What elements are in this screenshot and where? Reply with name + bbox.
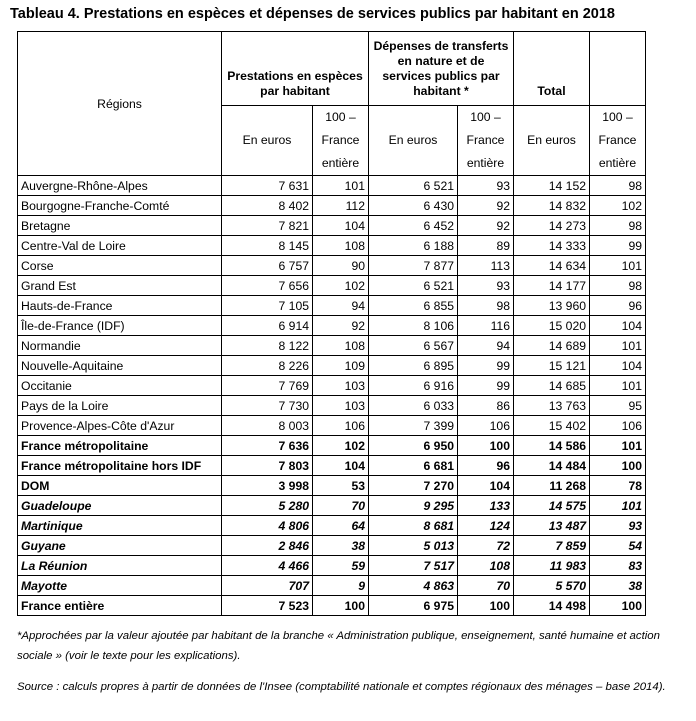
- cash-euros-cell: 7 656: [222, 276, 313, 296]
- total-index-cell: 98: [590, 216, 646, 236]
- header-euros: En euros: [222, 106, 313, 176]
- header-total: Total: [514, 32, 590, 106]
- data-table: [17, 31, 646, 616]
- region-cell: Occitanie: [18, 376, 222, 396]
- cash-index-cell: 70: [313, 496, 369, 516]
- cash-euros-cell: 7 821: [222, 216, 313, 236]
- services-euros-cell: 6 567: [369, 336, 458, 356]
- total-index-cell: 101: [590, 496, 646, 516]
- services-euros-cell: 7 877: [369, 256, 458, 276]
- table-row: [18, 336, 646, 356]
- total-euros-cell: 7 859: [514, 536, 590, 556]
- region-cell: Centre-Val de Loire: [18, 236, 222, 256]
- services-index-cell: 93: [458, 276, 514, 296]
- table-row: [18, 276, 646, 296]
- cash-euros-cell: 7 636: [222, 436, 313, 456]
- header-index: 100 – France entière: [458, 106, 514, 176]
- cash-euros-cell: 6 757: [222, 256, 313, 276]
- total-euros-cell: 11 983: [514, 556, 590, 576]
- region-cell: Nouvelle-Aquitaine: [18, 356, 222, 376]
- table-row: [18, 396, 646, 416]
- table-row: [18, 456, 646, 476]
- header-euros: En euros: [369, 106, 458, 176]
- total-euros-cell: 11 268: [514, 476, 590, 496]
- services-euros-cell: 9 295: [369, 496, 458, 516]
- services-index-cell: 124: [458, 516, 514, 536]
- cash-euros-cell: 7 523: [222, 596, 313, 616]
- total-euros-cell: 15 121: [514, 356, 590, 376]
- services-index-cell: 86: [458, 396, 514, 416]
- cash-index-cell: 104: [313, 456, 369, 476]
- total-index-cell: 100: [590, 596, 646, 616]
- cash-index-cell: 101: [313, 176, 369, 196]
- services-euros-cell: 6 188: [369, 236, 458, 256]
- total-euros-cell: 14 152: [514, 176, 590, 196]
- table-row: [18, 256, 646, 276]
- services-euros-cell: 6 975: [369, 596, 458, 616]
- cash-index-cell: 106: [313, 416, 369, 436]
- services-index-cell: 106: [458, 416, 514, 436]
- services-index-cell: 108: [458, 556, 514, 576]
- table-row: [18, 296, 646, 316]
- cash-index-cell: 108: [313, 236, 369, 256]
- total-index-cell: 102: [590, 196, 646, 216]
- header-index: 100 – France entière: [313, 106, 369, 176]
- table-row: [18, 516, 646, 536]
- services-index-cell: 98: [458, 296, 514, 316]
- region-cell: Grand Est: [18, 276, 222, 296]
- total-euros-cell: 5 570: [514, 576, 590, 596]
- total-euros-cell: 14 634: [514, 256, 590, 276]
- total-index-cell: 83: [590, 556, 646, 576]
- cash-index-cell: 109: [313, 356, 369, 376]
- services-euros-cell: 8 106: [369, 316, 458, 336]
- total-index-cell: 98: [590, 176, 646, 196]
- services-euros-cell: 6 452: [369, 216, 458, 236]
- cash-euros-cell: 7 730: [222, 396, 313, 416]
- cash-index-cell: 90: [313, 256, 369, 276]
- services-euros-cell: 4 863: [369, 576, 458, 596]
- cash-index-cell: 64: [313, 516, 369, 536]
- total-index-cell: 95: [590, 396, 646, 416]
- table-body: [18, 176, 646, 616]
- total-euros-cell: 14 586: [514, 436, 590, 456]
- cash-euros-cell: 8 003: [222, 416, 313, 436]
- cash-euros-cell: 8 226: [222, 356, 313, 376]
- region-cell: Corse: [18, 256, 222, 276]
- source-note: Source : calculs propres à partir de données de l'Insee (comptabilité nationale et comptes régionaux des ménages – base 2014).: [17, 681, 666, 693]
- total-index-cell: 101: [590, 376, 646, 396]
- cash-index-cell: 92: [313, 316, 369, 336]
- cash-index-cell: 100: [313, 596, 369, 616]
- table-row: [18, 536, 646, 556]
- services-index-cell: 99: [458, 356, 514, 376]
- total-index-cell: 104: [590, 316, 646, 336]
- total-index-cell: 93: [590, 516, 646, 536]
- services-index-cell: 94: [458, 336, 514, 356]
- services-index-cell: 96: [458, 456, 514, 476]
- cash-index-cell: 108: [313, 336, 369, 356]
- total-euros-cell: 13 960: [514, 296, 590, 316]
- region-cell: Île-de-France (IDF): [18, 316, 222, 336]
- services-euros-cell: 6 950: [369, 436, 458, 456]
- region-cell: Provence-Alpes-Côte d'Azur: [18, 416, 222, 436]
- region-cell: Martinique: [18, 516, 222, 536]
- services-euros-cell: 7 399: [369, 416, 458, 436]
- region-cell: Bretagne: [18, 216, 222, 236]
- cash-index-cell: 112: [313, 196, 369, 216]
- services-euros-cell: 6 681: [369, 456, 458, 476]
- services-index-cell: 72: [458, 536, 514, 556]
- services-euros-cell: 7 517: [369, 556, 458, 576]
- total-euros-cell: 14 575: [514, 496, 590, 516]
- total-euros-cell: 14 484: [514, 456, 590, 476]
- cash-euros-cell: 5 280: [222, 496, 313, 516]
- cash-euros-cell: 7 105: [222, 296, 313, 316]
- region-cell: DOM: [18, 476, 222, 496]
- total-euros-cell: 14 333: [514, 236, 590, 256]
- total-euros-cell: 14 273: [514, 216, 590, 236]
- total-index-cell: 106: [590, 416, 646, 436]
- services-index-cell: 133: [458, 496, 514, 516]
- cash-index-cell: 38: [313, 536, 369, 556]
- total-euros-cell: 14 685: [514, 376, 590, 396]
- total-euros-cell: 15 402: [514, 416, 590, 436]
- cash-index-cell: 94: [313, 296, 369, 316]
- total-euros-cell: 14 498: [514, 596, 590, 616]
- header-row-groups: [18, 32, 646, 106]
- services-euros-cell: 8 681: [369, 516, 458, 536]
- services-index-cell: 89: [458, 236, 514, 256]
- cash-euros-cell: 8 145: [222, 236, 313, 256]
- table-row: [18, 556, 646, 576]
- region-cell: France métropolitaine: [18, 436, 222, 456]
- header-regions: Régions: [18, 32, 222, 176]
- cash-euros-cell: 8 402: [222, 196, 313, 216]
- services-index-cell: 116: [458, 316, 514, 336]
- table-row: [18, 596, 646, 616]
- table-row: [18, 416, 646, 436]
- region-cell: France entière: [18, 596, 222, 616]
- table-row: [18, 436, 646, 456]
- table-row: [18, 496, 646, 516]
- region-cell: Guyane: [18, 536, 222, 556]
- table-row: [18, 196, 646, 216]
- region-cell: Normandie: [18, 336, 222, 356]
- services-index-cell: 100: [458, 436, 514, 456]
- total-index-cell: 54: [590, 536, 646, 556]
- cash-euros-cell: 2 846: [222, 536, 313, 556]
- cash-euros-cell: 7 631: [222, 176, 313, 196]
- region-cell: La Réunion: [18, 556, 222, 576]
- region-cell: Auvergne-Rhône-Alpes: [18, 176, 222, 196]
- services-euros-cell: 6 916: [369, 376, 458, 396]
- services-index-cell: 70: [458, 576, 514, 596]
- services-euros-cell: 6 033: [369, 396, 458, 416]
- total-euros-cell: 13 763: [514, 396, 590, 416]
- table-row: [18, 316, 646, 336]
- cash-index-cell: 53: [313, 476, 369, 496]
- cash-euros-cell: 7 769: [222, 376, 313, 396]
- total-index-cell: 78: [590, 476, 646, 496]
- header-index: 100 – France entière: [590, 106, 646, 176]
- services-index-cell: 92: [458, 216, 514, 236]
- total-index-cell: 101: [590, 436, 646, 456]
- region-cell: Hauts-de-France: [18, 296, 222, 316]
- cash-euros-cell: 4 466: [222, 556, 313, 576]
- total-index-cell: 100: [590, 456, 646, 476]
- total-euros-cell: 14 689: [514, 336, 590, 356]
- region-cell: France métropolitaine hors IDF: [18, 456, 222, 476]
- table-row: [18, 356, 646, 376]
- services-euros-cell: 6 521: [369, 176, 458, 196]
- header-total-blank: [590, 32, 646, 106]
- region-cell: Mayotte: [18, 576, 222, 596]
- services-euros-cell: 6 855: [369, 296, 458, 316]
- table-row: [18, 216, 646, 236]
- services-index-cell: 99: [458, 376, 514, 396]
- services-index-cell: 93: [458, 176, 514, 196]
- total-euros-cell: 13 487: [514, 516, 590, 536]
- cash-index-cell: 104: [313, 216, 369, 236]
- region-cell: Guadeloupe: [18, 496, 222, 516]
- table-row: [18, 236, 646, 256]
- services-euros-cell: 5 013: [369, 536, 458, 556]
- table-title: Tableau 4. Prestations en espèces et dépenses de services publics par habitant en 2018: [10, 6, 615, 22]
- total-index-cell: 38: [590, 576, 646, 596]
- cash-index-cell: 9: [313, 576, 369, 596]
- region-cell: Pays de la Loire: [18, 396, 222, 416]
- table-row: [18, 176, 646, 196]
- total-index-cell: 101: [590, 336, 646, 356]
- cash-euros-cell: 4 806: [222, 516, 313, 536]
- services-index-cell: 113: [458, 256, 514, 276]
- services-euros-cell: 6 430: [369, 196, 458, 216]
- cash-euros-cell: 8 122: [222, 336, 313, 356]
- services-euros-cell: 6 521: [369, 276, 458, 296]
- services-index-cell: 100: [458, 596, 514, 616]
- total-index-cell: 98: [590, 276, 646, 296]
- total-euros-cell: 14 832: [514, 196, 590, 216]
- table-row: [18, 376, 646, 396]
- services-euros-cell: 7 270: [369, 476, 458, 496]
- region-cell: Bourgogne-Franche-Comté: [18, 196, 222, 216]
- services-euros-cell: 6 895: [369, 356, 458, 376]
- cash-euros-cell: 6 914: [222, 316, 313, 336]
- header-cash-benefits: Prestations en espèces par habitant: [222, 32, 369, 106]
- total-index-cell: 104: [590, 356, 646, 376]
- header-euros: En euros: [514, 106, 590, 176]
- cash-index-cell: 59: [313, 556, 369, 576]
- total-index-cell: 99: [590, 236, 646, 256]
- cash-index-cell: 103: [313, 396, 369, 416]
- header-public-services: Dépenses de transferts en nature et de services publics par habitant *: [369, 32, 514, 106]
- total-euros-cell: 14 177: [514, 276, 590, 296]
- table-row: [18, 476, 646, 496]
- cash-index-cell: 103: [313, 376, 369, 396]
- cash-index-cell: 102: [313, 436, 369, 456]
- total-index-cell: 101: [590, 256, 646, 276]
- cash-index-cell: 102: [313, 276, 369, 296]
- cash-euros-cell: 7 803: [222, 456, 313, 476]
- table-row: [18, 576, 646, 596]
- cash-euros-cell: 707: [222, 576, 313, 596]
- cash-euros-cell: 3 998: [222, 476, 313, 496]
- total-index-cell: 96: [590, 296, 646, 316]
- services-index-cell: 104: [458, 476, 514, 496]
- services-index-cell: 92: [458, 196, 514, 216]
- total-euros-cell: 15 020: [514, 316, 590, 336]
- footnote: *Approchées par la valeur ajoutée par habitant de la branche « Administration publique, enseignement, santé humaine et action sociale » (voir le texte pour les explications).: [17, 630, 660, 662]
